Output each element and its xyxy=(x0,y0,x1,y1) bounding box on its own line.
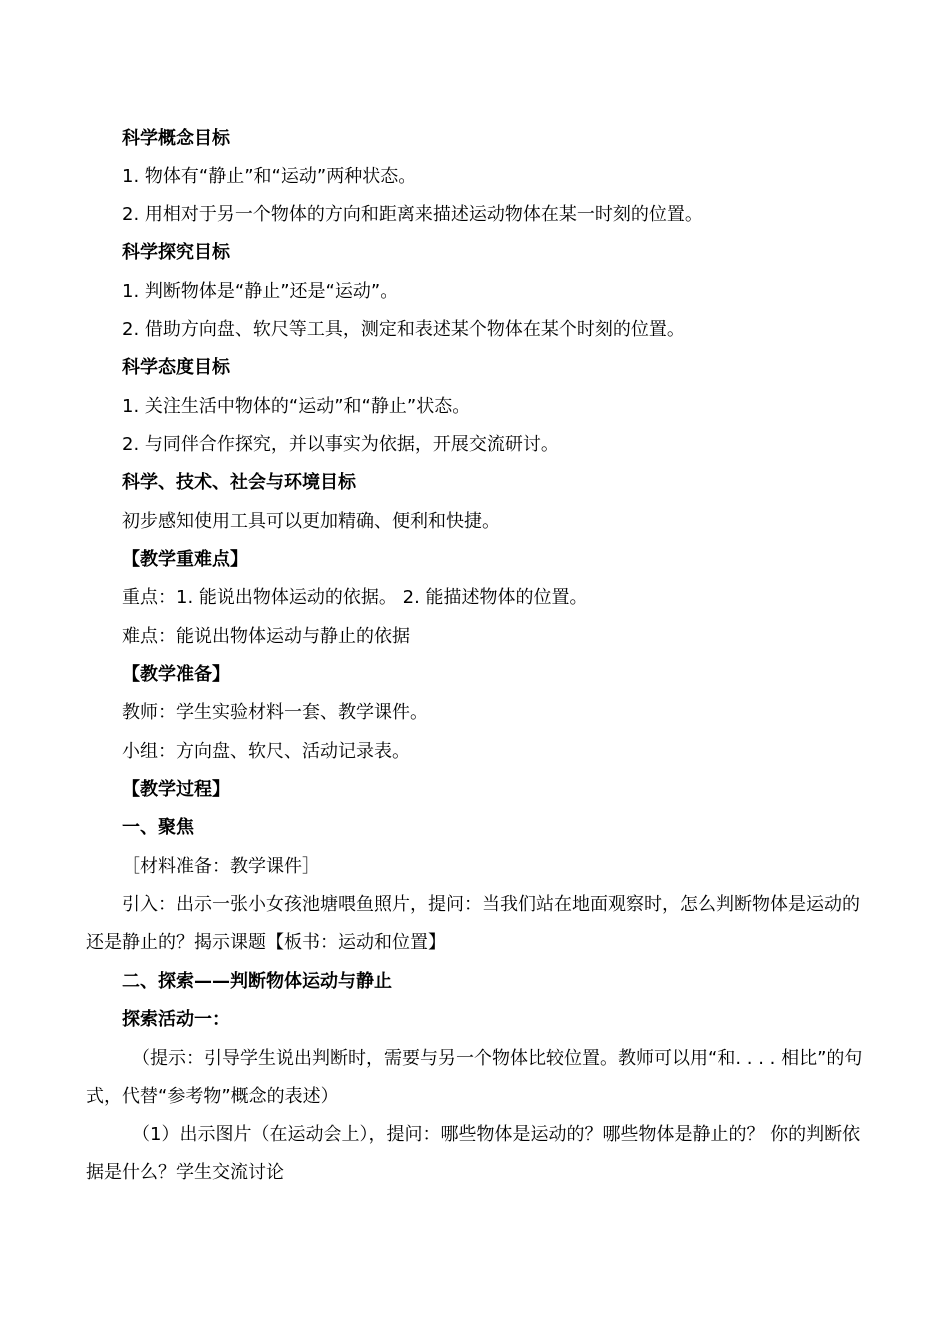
inquiry-goal-2: 2. 借助方向盘、软尺等工具，测定和表述某个物体在某个时刻的位置。 xyxy=(122,319,685,340)
stse-goal-1: 初步感知使用工具可以更加精确、便利和快捷。 xyxy=(122,511,500,532)
hint-paragraph: （提示：引导学生说出判断时，需要与另一个物体比较位置。教师可以用“和. . . . 相比”的句式，代替“参考物”概念的表述） xyxy=(86,1048,863,1107)
inquiry-goal-1: 1. 判断物体是“静止”还是“运动”。 xyxy=(122,281,399,302)
heading-science-attitude-goals: 科学态度目标 xyxy=(122,357,230,378)
attitude-goal-2: 2. 与同伴合作探究，并以事实为依据，开展交流研讨。 xyxy=(122,434,559,455)
intro-paragraph: 引入：出示一张小女孩池塘喂鱼照片，提问：当我们站在地面观察时，怎么判断物体是运动的还是静止的？揭示课题【板书：运动和位置】 xyxy=(86,894,860,953)
concept-goal-2: 2. 用相对于另一个物体的方向和距离来描述运动物体在某一时刻的位置。 xyxy=(122,204,703,225)
attitude-goal-1: 1. 关注生活中物体的“运动”和“静止”状态。 xyxy=(122,396,471,417)
heading-science-concept-goals: 科学概念目标 xyxy=(122,128,230,149)
heading-key-difficult-points: 【教学重难点】 xyxy=(122,549,248,570)
heading-teaching-process: 【教学过程】 xyxy=(122,779,230,800)
heading-explore: 二、探索——判断物体运动与静止 xyxy=(122,971,392,992)
step-1-paragraph: （1）出示图片（在运动会上），提问：哪些物体是运动的？哪些物体是静止的？ 你的判断依据是什么？学生交流讨论 xyxy=(86,1124,861,1183)
prep-teacher: 教师：学生实验材料一套、教学课件。 xyxy=(122,702,428,723)
heading-focus: 一、聚焦 xyxy=(122,817,194,838)
key-point: 重点：1. 能说出物体运动的依据。 2. 能描述物体的位置。 xyxy=(122,587,588,608)
concept-goal-1: 1. 物体有“静止”和“运动”两种状态。 xyxy=(122,166,417,187)
heading-science-inquiry-goals: 科学探究目标 xyxy=(122,242,230,263)
heading-stse-goals: 科学、技术、社会与环境目标 xyxy=(122,472,356,493)
difficult-point: 难点：能说出物体运动与静止的依据 xyxy=(122,626,410,647)
heading-activity-1: 探索活动一： xyxy=(122,1009,230,1030)
heading-teaching-preparation: 【教学准备】 xyxy=(122,664,230,685)
prep-group: 小组：方向盘、软尺、活动记录表。 xyxy=(122,741,410,762)
material-prep: ［材料准备：教学课件］ xyxy=(122,856,320,877)
